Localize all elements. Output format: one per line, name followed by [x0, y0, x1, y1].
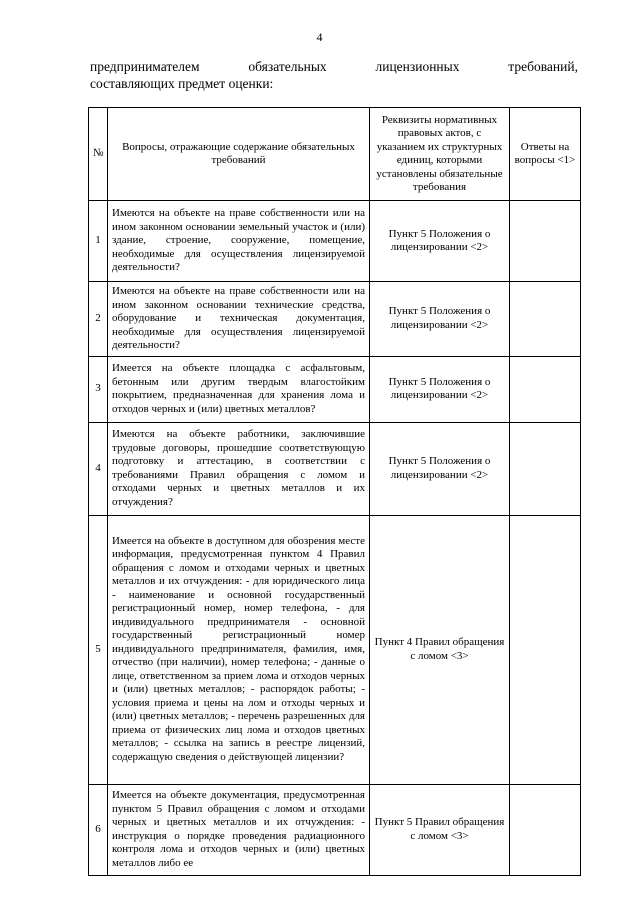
table-row [89, 422, 581, 515]
intro-word: обязательных [248, 59, 327, 74]
header-question: Вопросы, отражающие содержание обязательных требований [108, 108, 370, 201]
row-answer[interactable] [510, 515, 581, 784]
intro-word: предпринимателем [90, 59, 200, 74]
row-answer[interactable] [510, 282, 581, 357]
row-question: Имеется на объекте площадка с асфальтовым, бетонным или другим твердым влагостойким покрытием, предназначенная для хранения лома и отходов черных и (или) цветных металлов? [108, 356, 370, 422]
row-reference: Пункт 5 Правил обращения с ломом <3> [370, 784, 510, 875]
row-answer[interactable] [510, 356, 581, 422]
row-answer[interactable] [510, 784, 581, 875]
row-answer[interactable] [510, 422, 581, 515]
table-row [89, 515, 581, 784]
table-row [89, 201, 581, 282]
row-question: Имеется на объекте документация, предусмотренная пунктом 5 Правил обращения с ломом и отходами черных и цветных металлов и их отчуждения: - инструкция о порядке проведения радиационного контроля лома и отходов черных и (или) цветных металлов либо ее [108, 784, 370, 875]
row-reference: Пункт 5 Положения о лицензировании <2> [370, 422, 510, 515]
row-reference: Пункт 4 Правил обращения с ломом <3> [370, 515, 510, 784]
row-num: 3 [89, 356, 108, 422]
table-row [89, 282, 581, 357]
row-num: 6 [89, 784, 108, 875]
intro-word: лицензионных [375, 59, 460, 74]
table-header-row [89, 108, 581, 201]
header-answer: Ответы на вопросы <1> [510, 108, 581, 201]
header-num: № [89, 108, 108, 201]
intro-paragraph [90, 58, 578, 92]
row-num: 2 [89, 282, 108, 357]
row-num: 4 [89, 422, 108, 515]
row-question: Имеется на объекте в доступном для обозрения месте информация, предусмотренная пунктом 4 Правил обращения с ломом и отходами черных и цветных металлов и их отчуждения: - для юридического лица - наименование и основной государственный регистрационный номер, номер телефона, - для индивидуального предпринимателя - основной государственный регистрационный номер индивидуального предпринимателя, фамилия, имя, отчество (при наличии), номер телефона; - данные о лице, ответственном за прием лома и отходов черных и (или) цветных металлов; - распорядок работы; - условия приема и цены на лом и отходы черных и (или) цветных металлов; - перечень разрешенных для приема от физических лиц лома и отходов цветных металлов; - ссылка на запись в реестре лицензий, содержащую сведения о действующей лицензии? [108, 515, 370, 784]
header-reference: Реквизиты нормативных правовых актов, с указанием их структурных единиц, которыми установлены обязательные требования [370, 108, 510, 201]
page-number: 4 [316, 30, 323, 44]
table-row [89, 784, 581, 875]
row-num: 5 [89, 515, 108, 784]
requirements-table [88, 107, 581, 876]
row-question: Имеются на объекте на праве собственности или на ином законном основании технические средства, оборудование и техническая документация, необходимые для осуществления лицензируемой деятельности? [108, 282, 370, 357]
row-reference: Пункт 5 Положения о лицензировании <2> [370, 356, 510, 422]
row-question: Имеются на объекте на праве собственности или на ином законном основании земельный участок и (или) здание, строение, сооружение, помещение, необходимые для осуществления лицензируемой деятельности? [108, 201, 370, 282]
intro-line-2: составляющих предмет оценки: [90, 76, 274, 91]
row-answer[interactable] [510, 201, 581, 282]
intro-line-1 [90, 58, 578, 75]
row-reference: Пункт 5 Положения о лицензировании <2> [370, 282, 510, 357]
intro-word: требований, [508, 59, 578, 74]
row-question: Имеются на объекте работники, заключившие трудовые договоры, прошедшие соответствующую подготовку и аттестацию, в соответствии с требованиями Правил обращения с ломом и отходами черных и цветных металлов и их отчуждения? [108, 422, 370, 515]
row-reference: Пункт 5 Положения о лицензировании <2> [370, 201, 510, 282]
table-row [89, 356, 581, 422]
row-num: 1 [89, 201, 108, 282]
